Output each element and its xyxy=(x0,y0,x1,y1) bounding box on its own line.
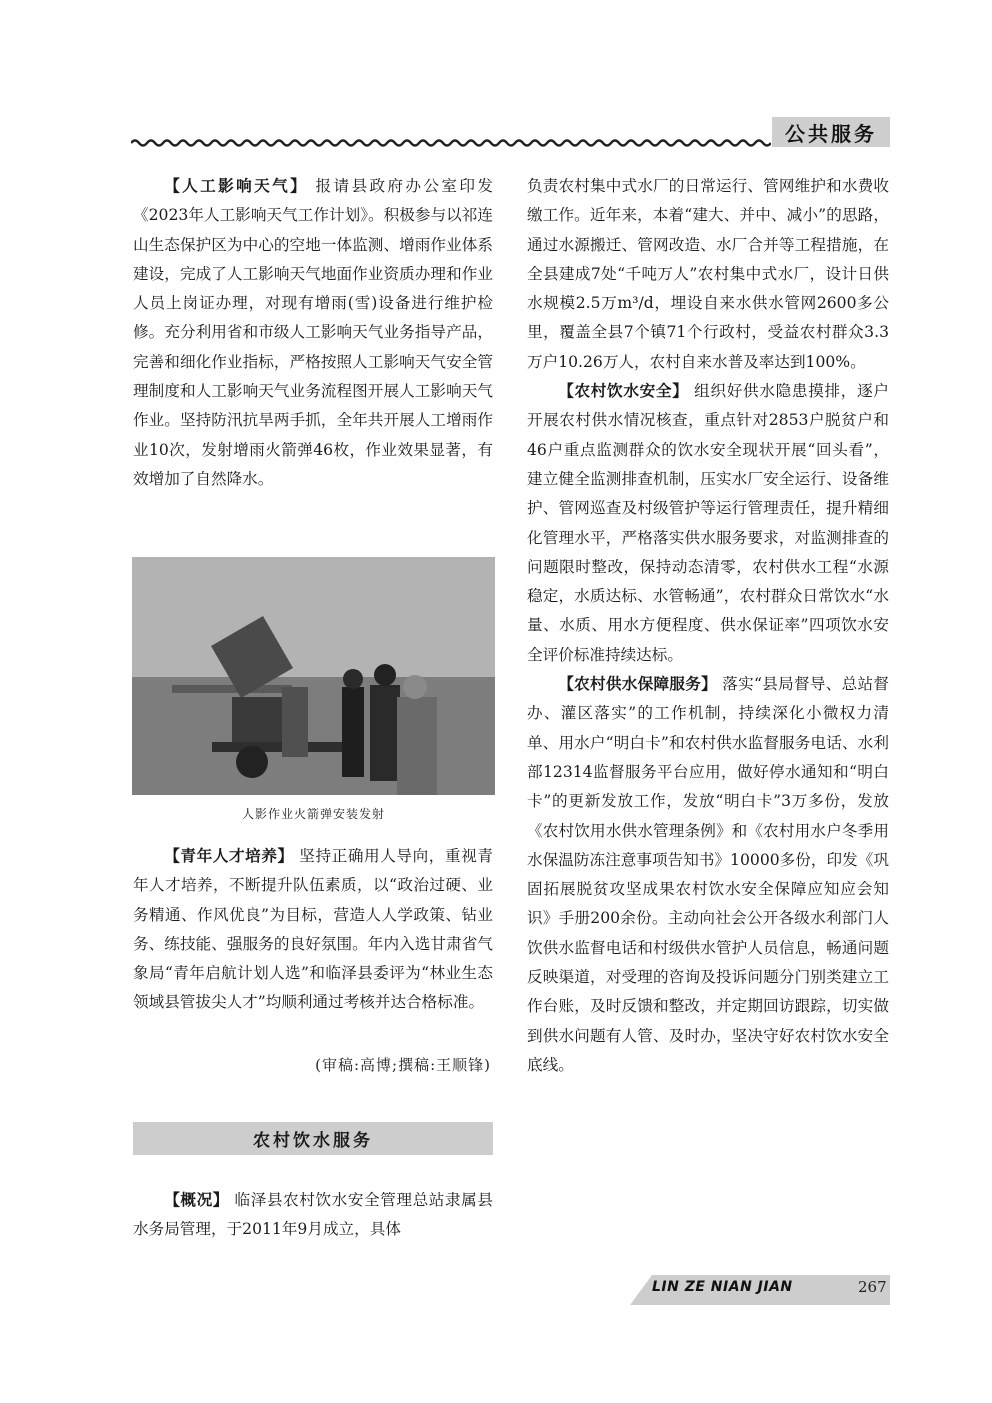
subsection-heading: 农村饮水服务 xyxy=(133,1122,493,1155)
page-number: 267 xyxy=(858,1278,887,1296)
photo-caption: 人影作业火箭弹安装发射 xyxy=(241,807,385,821)
paragraph-tag: 【青年人才培养】 xyxy=(164,847,294,865)
paragraph-text: 临泽县农村饮水安全管理总站隶属县水务局管理，于2011年9月成立，具体 xyxy=(133,1191,493,1239)
left-column-middle xyxy=(133,842,493,1018)
credit-line: (审稿:高博;撰稿:王顺锋) xyxy=(315,1056,491,1074)
paragraph-text: 落实“县局督导、总站督办、灌区落实”的工作机制，持续深化小微权力清单、用水户“明白卡”和农村供水监督服务电话、水利部12314监督服务平台应用，做好停水通知和“明白卡”的更新发放工作，发放“明白卡”3万多份，发放《农村饮用水供水管理条例》和《农村用水户冬季用水保温防冻注意事项告知书》10000多份，印发《巩固拓展脱贫攻坚成果农村饮水安全保障应知应会知识》手册200余份。主动向社会公开各级水利部门人饮供水监督电话和村级供水管护人员信息，畅通问题反映渠道，对受理的咨询及投诉问题分门别类建立工作台账，及时反馈和整改，并定期回访跟踪，切实做到供水问题有人管、及时办，坚决守好农村饮水安全底线。 xyxy=(527,675,889,1074)
paragraph-text: 坚持正确用人导向，重视青年人才培养，不断提升队伍素质，以“政治过硬、业务精通、作风优良”为目标，营造人人学政策、钻业务、练技能、强服务的良好氛围。年内入选甘肃省气象局“青年启航计划人选”和临泽县委评为“林业生态领域县管拔尖人才”均顺利通过考核并达合格标准。 xyxy=(133,847,493,1012)
paragraph-text: 组织好供水隐患摸排，逐户开展农村供水情况核查，重点针对2853户脱贫户和46户重点监测群众的饮水安全现状开展“回头看”，建立健全监测排查机制，压实水厂安全运行、设备维护、管网巡查及村级管护等运行管理责任，提升精细化管理水平，严格落实供水服务要求，对监测排查的问题限时整改，保持动态清零，农村供水工程“水源稳定，水质达标、水管畅通”，农村群众日常饮水“水量、水质、用水方便程度、供水保证率”四项饮水安全评价标准持续达标。 xyxy=(527,382,889,664)
section-tag: 公共服务 xyxy=(772,117,890,147)
photo-illustration xyxy=(132,557,495,795)
left-column-top xyxy=(133,172,493,494)
paragraph-tag: 【农村供水保障服务】 xyxy=(558,675,717,694)
paragraph-overview-continued: 负责农村集中式水厂的日常运行、管网维护和水费收缴工作。近年来，本着“建大、并中、减小”的思路，通过水源搬迁、管网改造、水厂合并等工程措施，在全县建成7处“千吨万人”农村集中式水厂，设计日供水规模2.5万m³/d，埋设自来水供水管网2600多公里，覆盖全县7个镇71个行政村，受益农村群众3.3万户10.26万人，农村自来水普及率达到100%。 xyxy=(527,177,889,371)
journal-title: LIN ZE NIAN JIAN xyxy=(652,1279,793,1295)
left-column-bottom xyxy=(133,1186,493,1245)
paragraph-water-supply-service xyxy=(527,670,889,1080)
header-wavy-rule xyxy=(131,136,771,150)
paragraph-text: 报请县政府办公室印发《2023年人工影响天气工作计划》。积极参与以祁连山生态保护区为中心的空地一体监测、增雨作业体系建设，完成了人工影响天气地面作业资质办理和作业人员上岗证办理，对现有增雨(雪)设备进行维护检修。充分利用省和市级人工影响天气业务指导产品，完善和细化作业指标，严格按照人工影响天气安全管理制度和人工影响天气业务流程图开展人工影响天气作业。坚持防汛抗旱两手抓，全年共开展人工增雨作业10次，发射增雨火箭弹46枚，作业效果显著，有效增加了自然降水。 xyxy=(133,177,493,488)
right-column xyxy=(527,172,889,1080)
paragraph-tag: 【概况】 xyxy=(164,1191,229,1209)
paragraph-overview xyxy=(133,1186,493,1245)
rocket-launch-photo xyxy=(132,557,495,795)
paragraph-drinking-water-safety xyxy=(527,377,889,670)
paragraph-youth-talent xyxy=(133,842,493,1018)
paragraph-tag: 【人工影响天气】 xyxy=(164,177,309,195)
paragraph-weather-modification xyxy=(133,172,493,494)
paragraph-tag: 【农村饮水安全】 xyxy=(558,382,689,401)
